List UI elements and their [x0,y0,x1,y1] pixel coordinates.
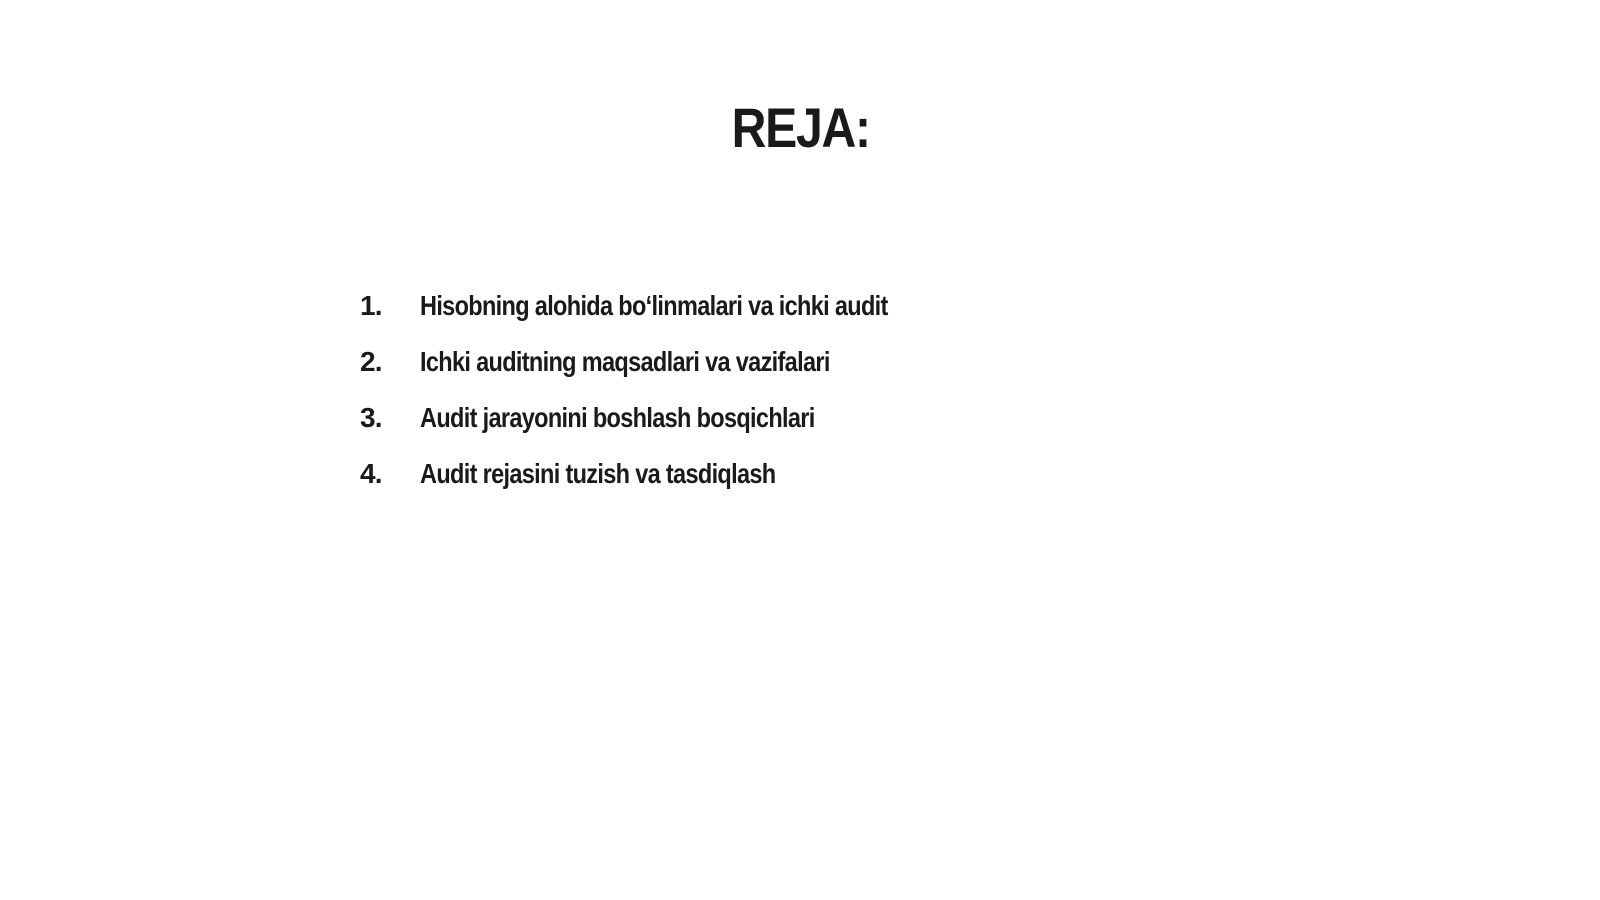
plan-item-number: 1. [360,290,382,321]
plan-item-3 [360,402,977,458]
plan-item-text: Hisobning alohida bo‘linmalari va ichki audit [420,290,888,321]
plan-item-4 [360,458,977,514]
plan-item-number: 3. [360,402,382,433]
plan-item-text: Ichki auditning maqsadlari va vazifalari [420,346,830,377]
plan-item-1 [360,290,977,346]
plan-item-2 [360,346,977,402]
plan-item-text: Audit jarayonini boshlash bosqichlari [420,402,815,433]
plan-item-text: Audit rejasini tuzish va tasdiqlash [420,458,776,489]
slide-title: REJA: [731,96,870,159]
plan-item-number: 2. [360,346,382,377]
plan-item-number: 4. [360,458,382,489]
plan-list [360,290,977,514]
